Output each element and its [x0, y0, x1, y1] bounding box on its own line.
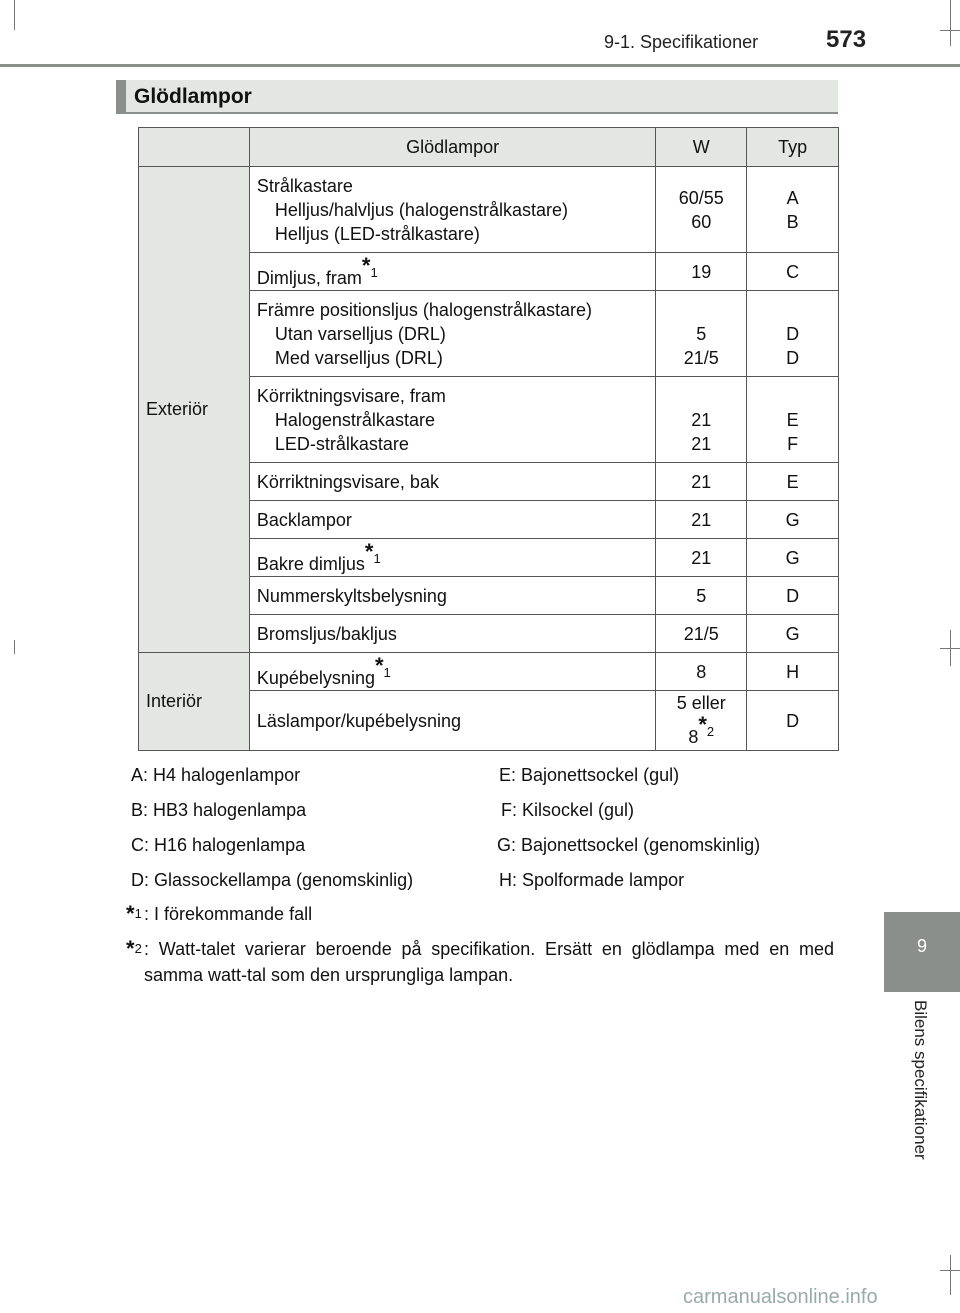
desc-line: Främre positionsljus (halogenstrålkastare) [256, 299, 593, 320]
watt-value: 5 [696, 323, 707, 344]
table-row [139, 167, 839, 253]
bulb-description: Körriktningsvisare, bak [249, 463, 655, 501]
type-value: E [786, 409, 799, 430]
page-number: 573 [826, 26, 867, 53]
legend-item: G: Bajonettsockel (genomskinlig) [497, 835, 761, 855]
watt-cell [656, 167, 747, 253]
crop-mark [14, 640, 15, 654]
watt-value: 21/5 [683, 347, 719, 368]
bulb-description: Bromsljus/bakljus [249, 615, 655, 653]
type-value: A [786, 187, 799, 208]
crop-mark [950, 1255, 951, 1295]
footnote-number: 1 [373, 550, 381, 566]
footnote-mark: *$^2$ [126, 936, 142, 961]
footnote-text: : I förekommande fall [144, 904, 313, 924]
section-title: Glödlampor [134, 85, 252, 108]
type-cell: G [747, 539, 839, 577]
footnote-number: 1 [383, 664, 391, 680]
type-cell: E [747, 463, 839, 501]
watt-value: 21 [691, 433, 712, 454]
watt-cell [656, 691, 747, 751]
chapter-tab: 9 [884, 912, 960, 992]
legend-item: A: H4 halogenlampor [131, 765, 301, 785]
bulb-description [249, 291, 655, 377]
bulb-description: Nummerskyltsbelysning [249, 577, 655, 615]
crop-mark [950, 0, 951, 46]
legend-item: B: HB3 halogenlampa [131, 800, 307, 820]
bulb-description: Backlampor [249, 501, 655, 539]
bulb-description [249, 167, 655, 253]
watt-value-with-mark [656, 714, 746, 748]
type-cell [747, 167, 839, 253]
watt-cell [656, 291, 747, 377]
type-cell: C [747, 253, 839, 291]
watt-value: 21 [691, 409, 712, 430]
bulb-description [249, 653, 655, 691]
header-section-title: 9-1. Specifikationer [604, 32, 759, 52]
header-cell-bulbs: Glödlampor [249, 128, 655, 167]
watt-cell: 21 [656, 539, 747, 577]
type-value: F [787, 433, 799, 454]
footnote-mark: *1 [374, 652, 391, 680]
desc-line: Dimljus, fram [256, 267, 362, 288]
type-cell: H [747, 653, 839, 691]
desc-line: Helljus (LED-strålkastare) [274, 223, 480, 244]
desc-line: Körriktningsvisare, fram [256, 385, 446, 406]
header-cell-type: Typ [747, 128, 839, 167]
desc-line: Utan varselljus (DRL) [274, 323, 446, 344]
crop-mark [940, 1270, 960, 1271]
spacer [747, 384, 838, 408]
footnote-number: 1 [370, 264, 378, 280]
desc-line: Halogenstrålkastare [274, 409, 435, 430]
watt-value: 60/55 [678, 187, 724, 208]
desc-line: Helljus/halvljus (halogenstrålkastare) [274, 199, 569, 220]
footnote-mark: *2 [698, 712, 715, 739]
desc-line: Kupébelysning [256, 667, 375, 688]
legend-item: C: H16 halogenlampa [131, 835, 306, 855]
legend-item: F: Kilsockel (gul) [501, 800, 635, 820]
legend-item: D: Glassockellampa (genomskinlig) [131, 870, 414, 890]
watt-cell: 8 [656, 653, 747, 691]
crop-mark [940, 30, 960, 31]
spacer [656, 384, 746, 408]
type-cell: D [747, 577, 839, 615]
table-row [139, 653, 839, 691]
bulb-description: Läslampor/kupébelysning [249, 691, 655, 751]
watt-cell: 21/5 [656, 615, 747, 653]
crop-mark [14, 0, 15, 30]
type-cell: G [747, 501, 839, 539]
bulb-description [249, 539, 655, 577]
crop-mark [940, 648, 960, 649]
desc-line: LED-strålkastare [274, 433, 409, 454]
watt-cell: 19 [656, 253, 747, 291]
table-header-row [139, 128, 839, 167]
type-cell [747, 377, 839, 463]
footer-watermark: carmanualsonline.info [683, 1286, 878, 1308]
bulb-table [138, 127, 839, 751]
type-value: B [786, 211, 799, 232]
type-value: D [786, 323, 800, 344]
watt-value: 8 [688, 727, 699, 747]
desc-line: Bakre dimljus [256, 553, 365, 574]
header-cell-blank [139, 128, 250, 167]
watt-value: 60 [691, 211, 712, 232]
footnote-number: 2 [706, 724, 715, 739]
type-cell [747, 291, 839, 377]
chapter-label: Bilens specifikationer [911, 1000, 930, 1160]
watt-value: 5 eller [676, 693, 726, 713]
footnote-number: 2 [134, 941, 142, 956]
desc-line: Med varselljus (DRL) [274, 347, 443, 368]
category-cell-exterior: Exteriör [139, 167, 250, 653]
spacer [747, 298, 838, 322]
watt-cell: 5 [656, 577, 747, 615]
desc-line: Strålkastare [256, 175, 353, 196]
legend-item: E: Bajonettsockel (gul) [499, 765, 680, 785]
footnote-mark: *$^1$ [126, 901, 142, 926]
bulb-description [249, 253, 655, 291]
type-cell: D [747, 691, 839, 751]
header-cell-watt: W [656, 128, 747, 167]
spacer [656, 298, 746, 322]
watt-cell [656, 377, 747, 463]
section-heading-bar [116, 80, 838, 114]
footnote-mark: *1 [364, 538, 381, 566]
footnote-mark: *1 [361, 252, 378, 280]
category-cell-interior: Interiör [139, 653, 250, 751]
legend-item: H: Spolformade lampor [499, 870, 685, 890]
footnote-text: : Watt-talet varierar beroende på specifikation. Ersätt en glödlampa med en med samma watt-tal som den ursprungliga lampan. [144, 939, 834, 985]
footnote-number: 1 [134, 906, 142, 921]
footnote-1 [126, 901, 836, 927]
header-rule [0, 64, 960, 67]
footnote-2 [126, 936, 836, 990]
watt-cell: 21 [656, 501, 747, 539]
type-value: D [786, 347, 800, 368]
bulb-description [249, 377, 655, 463]
watt-cell: 21 [656, 463, 747, 501]
section-accent [116, 80, 126, 112]
type-cell: G [747, 615, 839, 653]
